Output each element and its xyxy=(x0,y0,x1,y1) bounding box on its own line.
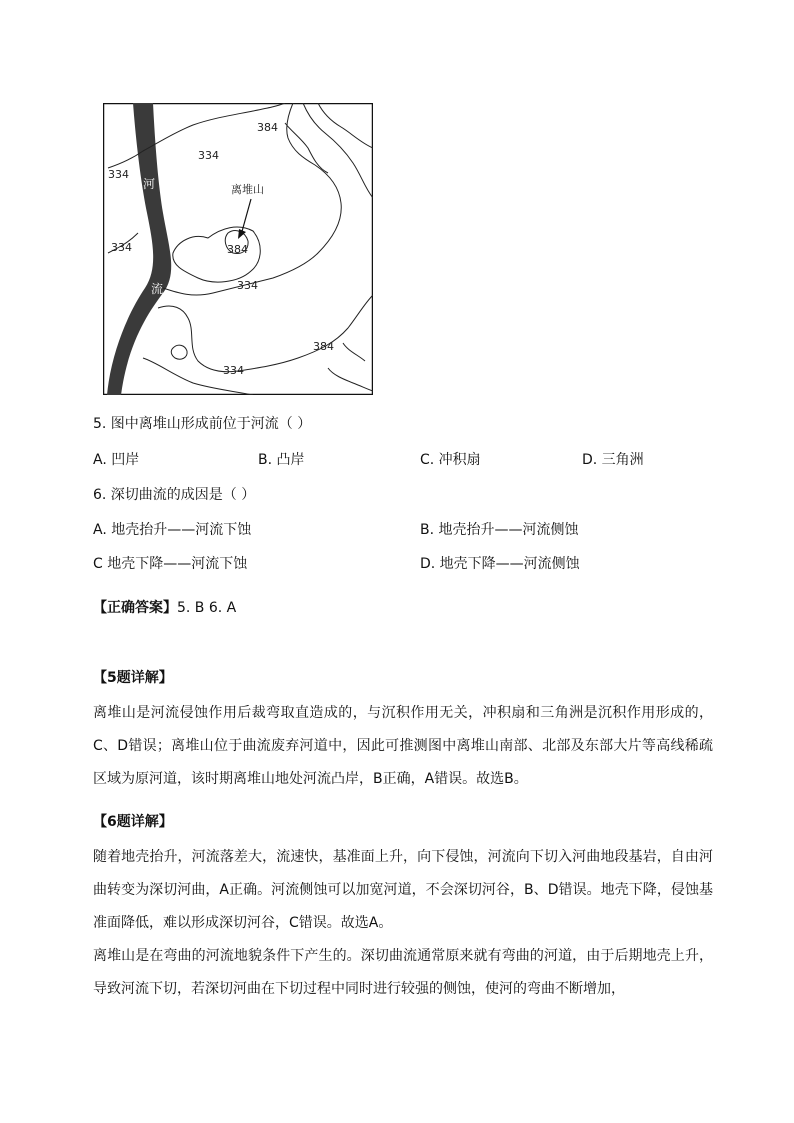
detail-5-heading: 【5题详解】 xyxy=(93,670,173,686)
river-label: 流 xyxy=(151,282,164,296)
answer-text: 5. B 6. A xyxy=(177,600,237,616)
question-6-stem: 6. 深切曲流的成因是（ ） xyxy=(93,487,256,503)
detail-5-text: 离堆山是河流侵蚀作用后裁弯取直造成的，与沉积作用无关，冲积扇和三角洲是沉积作用形成的，C、D错误；离堆山位于曲流废弃河道中，因此可推测图中离堆山南部、北部及东部大片等高线稀疏区域为原河道，该时期离堆山地处河流凸岸，B正确，A错误。故选B。 xyxy=(93,705,713,787)
q6-option-a: A. 地壳抬升——河流下蚀 xyxy=(93,522,252,538)
q6-option-d: D. 地壳下降——河流侧蚀 xyxy=(420,556,580,572)
elevation-label: 334 xyxy=(198,149,219,162)
elevation-label: 384 xyxy=(227,243,248,256)
contour-map xyxy=(103,103,373,395)
elevation-label: 334 xyxy=(237,279,258,292)
q5-option-b: B. 凸岸 xyxy=(258,452,305,468)
place-label: 离堆山 xyxy=(231,183,264,196)
q5-option-a: A. 凹岸 xyxy=(93,452,140,468)
q5-option-c: C. 冲积扇 xyxy=(420,452,481,468)
contour-map-svg xyxy=(103,103,373,395)
elevation-label: 384 xyxy=(257,121,278,134)
elevation-label: 334 xyxy=(223,364,244,377)
elevation-label: 334 xyxy=(108,168,129,181)
q5-option-d: D. 三角洲 xyxy=(582,452,644,468)
question-5-stem: 5. 图中离堆山形成前位于河流（ ） xyxy=(93,416,312,432)
detail-6-text-continued: 离堆山是在弯曲的河流地貌条件下产生的。深切曲流通常原来就有弯曲的河道，由于后期地壳上升，导致河流下切，若深切河曲在下切过程中同时进行较强的侧蚀，使河的弯曲不断增加， xyxy=(93,948,713,997)
elevation-label: 334 xyxy=(111,241,132,254)
answer-label: 【正确答案】 xyxy=(93,600,177,616)
elevation-label: 384 xyxy=(313,340,334,353)
answer-line xyxy=(93,598,236,618)
q6-option-c: C 地壳下降——河流下蚀 xyxy=(93,556,248,572)
river-label: 河 xyxy=(143,177,156,191)
detail-6-text: 随着地壳抬升，河流落差大，流速快，基准面上升，向下侵蚀，河流向下切入河曲地段基岩，自由河曲转变为深切河曲，A正确。河流侧蚀可以加宽河道，不会深切河谷，B、D错误。地壳下降，侵蚀基准面降低，难以形成深切河谷，C错误。故选A。 xyxy=(93,849,713,931)
detail-6-heading: 【6题详解】 xyxy=(93,814,173,830)
q6-option-b: B. 地壳抬升——河流侧蚀 xyxy=(420,522,579,538)
